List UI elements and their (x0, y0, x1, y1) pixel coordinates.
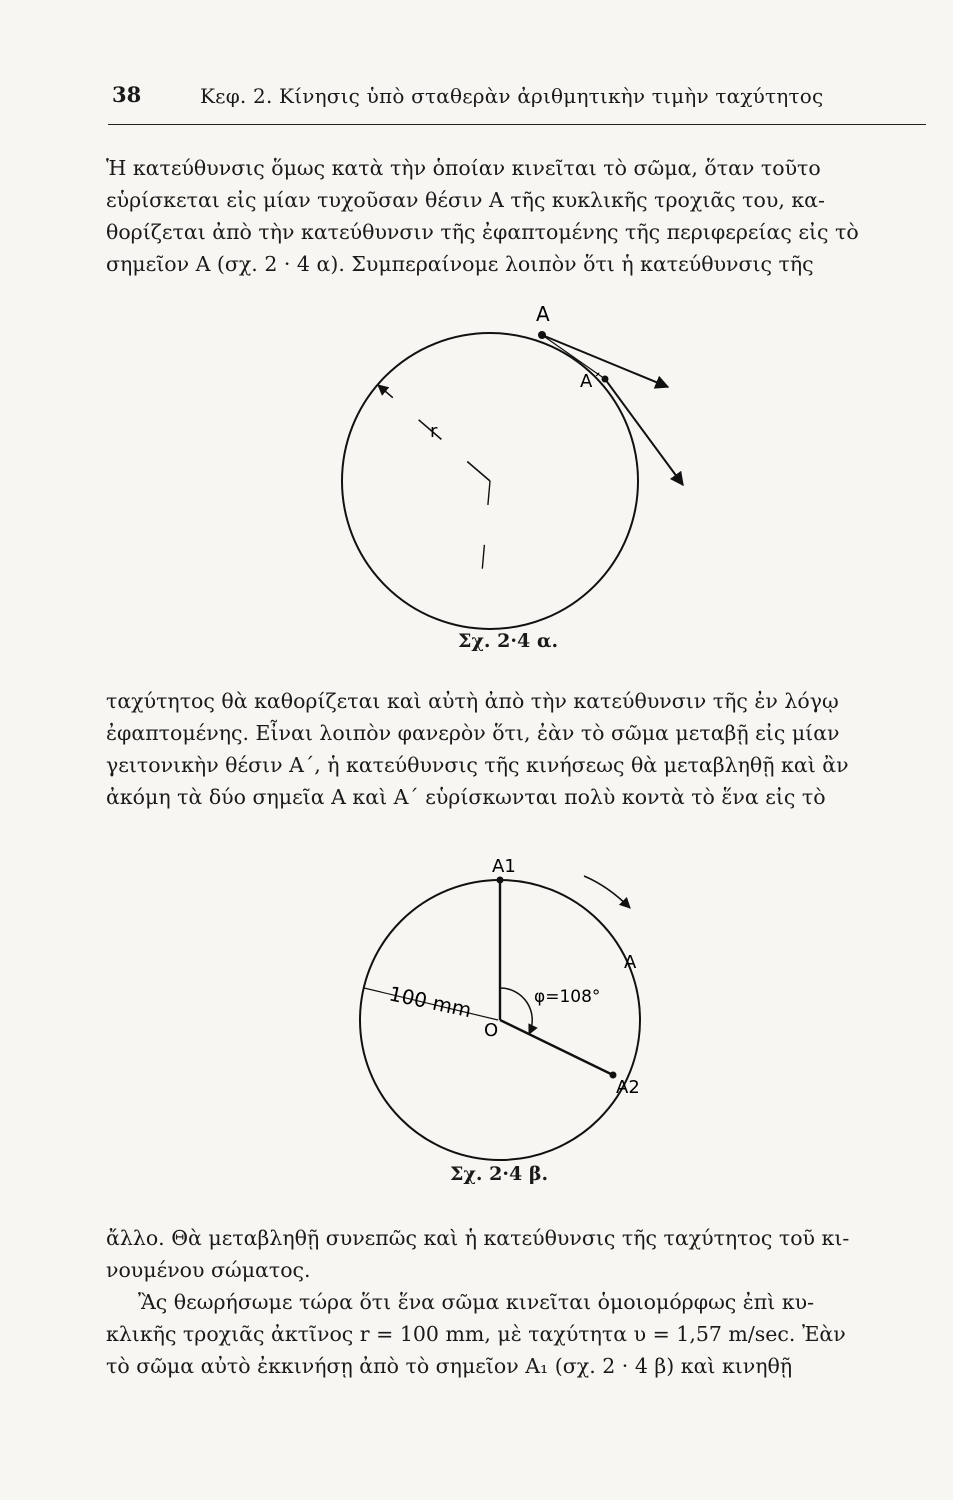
text-line: ἐφαπτομένης. Εἶναι λοιπὸν φανερὸν ὅτι, ἐὰν τὸ σῶμα μεταβῇ εἰς μίαν (106, 721, 840, 745)
figure-b-caption: Σχ. 2·4 β. (450, 1163, 549, 1185)
text-line: γειτονικὴν θέσιν Α΄, ἡ κατεύθυνσις τῆς κινήσεως θὰ μεταβληθῇ καὶ ἂν (106, 753, 849, 777)
paragraph-3 (106, 1222, 928, 1286)
running-title: Κεφ. 2. Κίνησις ὑπὸ σταθερὰν ἀριθμητικὴν τιμὴν ταχύτητος (200, 84, 824, 108)
tangent-arrow-a-prime (605, 379, 683, 485)
text-line: κλικῆς τροχιᾶς ἀκτῖνος r = 100 mm, μὲ ταχύτητα υ = 1,57 m/sec. Ἐὰν (106, 1322, 846, 1346)
text-line: εὑρίσκεται εἰς μίαν τυχοῦσαν θέσιν Α τῆς κυκλικῆς τροχιᾶς του, κα- (106, 188, 825, 212)
text-line: θορίζεται ἀπὸ τὴν κατεύθυνσιν τῆς ἐφαπτομένης τῆς περιφερείας εἰς τὸ (106, 220, 859, 244)
label-r: r (430, 421, 438, 442)
page-header (108, 76, 926, 125)
text-line: νουμένου σώματος. (106, 1258, 311, 1282)
paragraph-4 (106, 1286, 928, 1382)
label-a-prime: Α΄ (580, 371, 602, 392)
paragraph-2 (106, 685, 928, 813)
text-line: ταχύτητος θὰ καθορίζεται καὶ αὐτὴ ἀπὸ τὴν κατεύθυνσιν τῆς ἐν λόγῳ (106, 689, 839, 713)
radius-label: 100 mm (386, 981, 474, 1023)
text-line: ἄλλο. Θὰ μεταβληθῇ συνεπῶς καὶ ἡ κατεύθυνσις τῆς ταχύτητος τοῦ κι- (106, 1226, 850, 1250)
page-number: 38 (112, 82, 142, 107)
text-line: ἀκόμη τὰ δύο σημεῖα Α καὶ Α΄ εὑρίσκωνται πολὺ κοντὰ τὸ ἕνα εἰς τὸ (106, 785, 826, 809)
label-a2: A2 (616, 1077, 640, 1098)
angle-label: φ=108° (534, 987, 601, 1007)
label-a: Α (536, 302, 550, 326)
figure-a-caption: Σχ. 2·4 α. (458, 630, 559, 652)
text-line: Ἡ κατεύθυνσις ὅμως κατὰ τὴν ὁποίαν κινεῖται τὸ σῶμα, ὅταν τοῦτο (106, 156, 821, 180)
label-a1: A1 (492, 856, 516, 877)
label-o: O (484, 1020, 499, 1041)
radius-to-a2 (500, 1020, 613, 1075)
label-a: A (624, 952, 637, 973)
text-line: τὸ σῶμα αὐτὸ ἐκκινήσῃ ἀπὸ τὸ σημεῖον Α₁ (σχ. 2 · 4 β) καὶ κινηθῇ (106, 1354, 793, 1378)
text-line: Ἂς θεωρήσωμε τώρα ὅτι ἕνα σῶμα κινεῖται ὁμοιομόρφως ἐπὶ κυ- (138, 1290, 815, 1314)
figure-2-4a (330, 295, 710, 675)
text-line: σημεῖον Α (σχ. 2 · 4 α). Συμπεραίνομε λοιπὸν ὅτι ἡ κατεύθυνσις τῆς (106, 252, 814, 276)
radius-lower-line (480, 481, 490, 595)
paragraph-1 (106, 152, 928, 280)
point-a1-dot (497, 877, 504, 884)
motion-arrow (584, 876, 630, 908)
